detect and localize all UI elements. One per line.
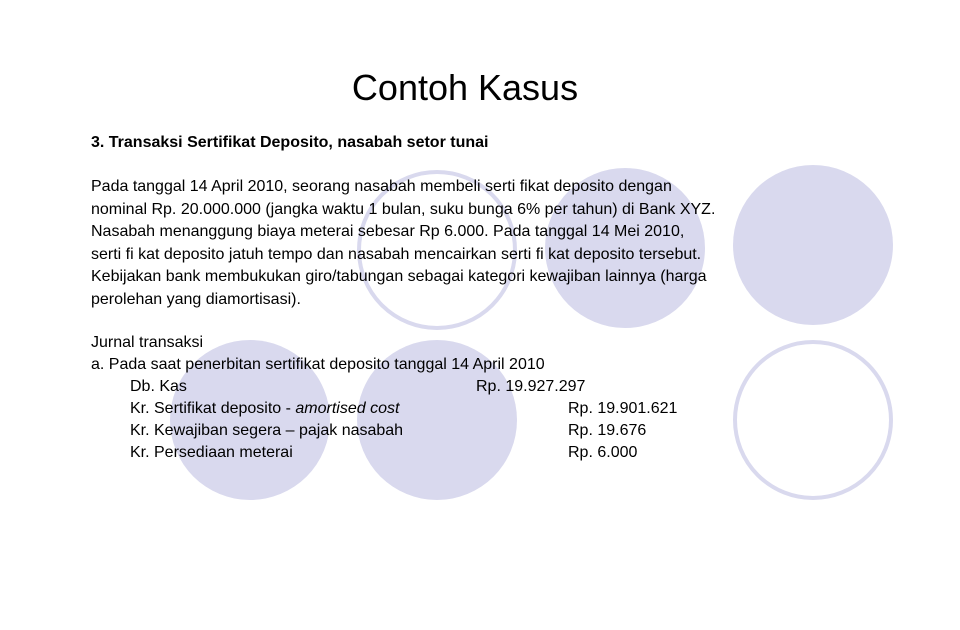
case-heading: 3. Transaksi Sertifikat Deposito, nasabah setor tunai [91,134,489,151]
case-description [91,176,851,311]
description-line: Nasabah menanggung biaya meterai sebesar Rp 6.000. Pada tanggal 14 Mei 2010, [91,223,685,240]
journal-entry-account: Db. Kas [130,378,187,395]
journal-entry-account: Kr. Kewajiban segera – pajak nasabah [130,422,404,439]
journal-entry-amount: Rp. 6.000 [568,444,638,461]
description-line: Kebijakan bank membukukan giro/tabungan sebagai kategori kewajiban lainnya (harga [91,268,707,285]
description-line: perolehan yang diamortisasi). [91,290,301,308]
account-italic-text: amortised cost [295,400,400,417]
account-text: Kr. Sertifikat deposito - [130,400,296,417]
description-line: nominal Rp. 20.000.000 (jangka waktu 1 bulan, suku bunga 6% per tahun) di Bank XYZ. [91,200,716,218]
journal-title: Jurnal transaksi [91,334,204,351]
journal-subtitle: a. Pada saat penerbitan sertifikat deposito tanggal 14 April 2010 [91,356,545,373]
description-line: serti fi kat deposito jatuh tempo dan nasabah mencairkan serti fi kat deposito tersebut. [91,245,702,263]
slide-title: Contoh Kasus [351,67,579,108]
journal-entry-amount: Rp. 19.676 [568,422,647,439]
journal-entry-amount: Rp. 19.927.297 [476,378,586,395]
journal-entry-account [130,398,399,420]
circle-outline-bottom-right [735,342,891,498]
journal-entry-account: Kr. Persediaan meterai [130,444,293,461]
journal-entry-amount: Rp. 19.901.621 [568,400,678,417]
description-line: Pada tanggal 14 April 2010, seorang nasabah membeli serti fikat deposito dengan [91,178,672,195]
